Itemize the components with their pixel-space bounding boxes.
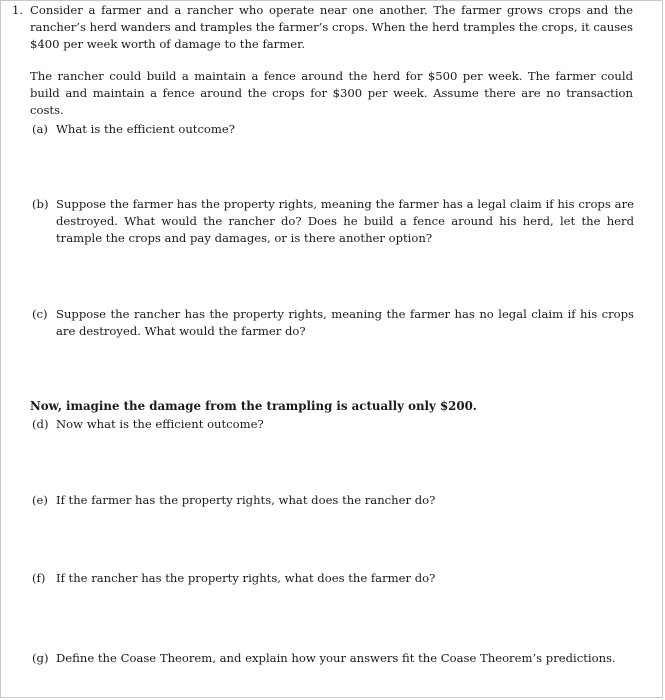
part-text: Define the Coase Theorem, and explain how your answers fit the Coase Theorem’s predictions. <box>56 651 616 665</box>
part-text: If the rancher has the property rights, what does the farmer do? <box>56 571 436 585</box>
part-text: Suppose the farmer has the property rights, meaning the farmer has a legal claim if his crops are destroyed. What would the rancher do? Does he build a fence around his herd, let the herd trample the crops and pay damages, or is there another option? <box>56 197 634 245</box>
part-label: (d) <box>32 417 49 431</box>
part-label: (e) <box>32 493 48 507</box>
question-number: 1. <box>12 3 24 17</box>
question-setup: The rancher could build a maintain a fence around the herd for $500 per week. The farmer could build and maintain a fence around the crops for $300 per week. Assume there are no transaction costs. <box>30 69 633 117</box>
scenario-change: Now, imagine the damage from the trampling is actually only $200. <box>30 399 477 413</box>
question-intro: Consider a farmer and a rancher who operate near one another. The farmer grows crops and the rancher’s herd wanders and tramples the farmer’s crops. When the herd tramples the crops, it causes $400 per week worth of damage to the farmer. <box>30 3 633 51</box>
part-text: Suppose the rancher has the property rights, meaning the farmer has no legal claim if his crops are destroyed. What would the farmer do? <box>56 307 634 338</box>
part-label: (f) <box>32 571 46 585</box>
part-label: (c) <box>32 307 48 321</box>
part-text: If the farmer has the property rights, what does the rancher do? <box>56 493 436 507</box>
part-label: (a) <box>32 122 48 136</box>
part-label: (g) <box>32 651 49 665</box>
part-text: What is the efficient outcome? <box>56 122 235 136</box>
part-text: Now what is the efficient outcome? <box>56 417 264 431</box>
part-label: (b) <box>32 197 49 211</box>
